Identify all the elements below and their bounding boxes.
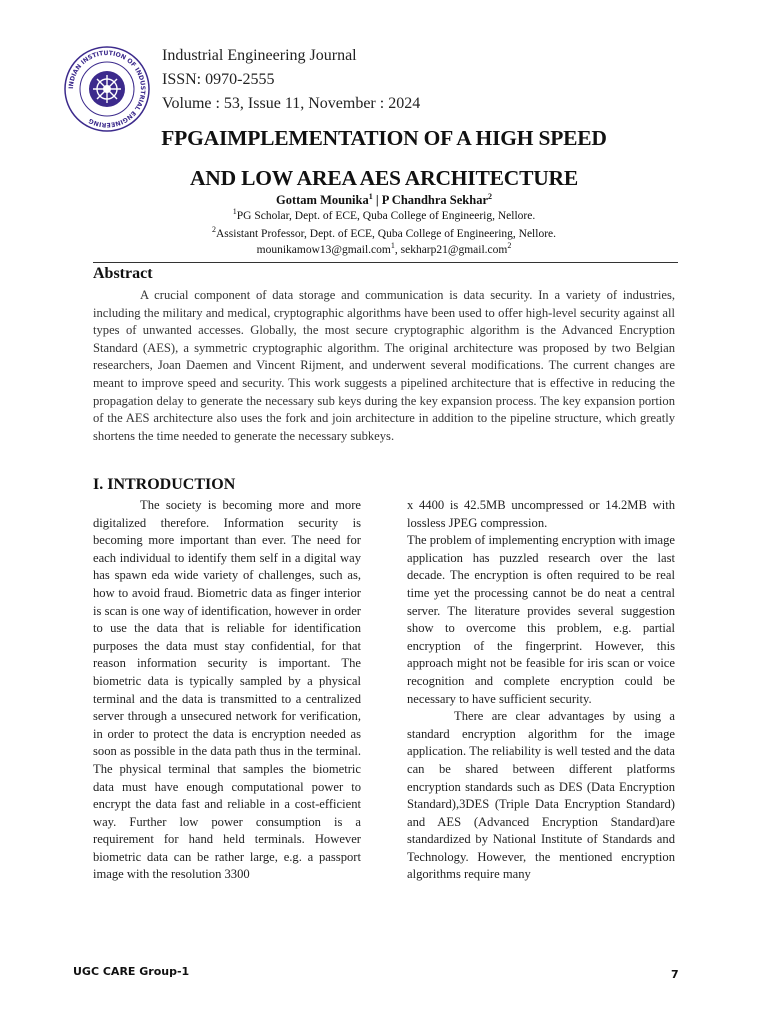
email-separator: , <box>394 244 401 256</box>
paper-title-line-1: FPGAIMPLEMENTATION OF A HIGH SPEED <box>161 126 607 150</box>
paragraph: The problem of implementing encryption with image application has puzzled research over the last decade. The encryption is often required to be real time yet the processing cannot be do neat a central server. The literature provides several suggestion show to overcome this problem, e.g. partial encryption of the fingerprint. However, this approach might not be feasible for iris scan or voice recognition and complete encryption could be necessary to have sufficient security. <box>407 533 675 706</box>
author-emails <box>0 241 768 256</box>
page-number: 7 <box>671 968 679 981</box>
affiliation-1 <box>0 207 768 222</box>
journal-issn: ISSN: 0970-2555 <box>162 71 275 88</box>
header-divider <box>93 262 678 263</box>
author-2: P Chandhra Sekhar <box>381 193 488 207</box>
email-2-sup: 2 <box>507 241 512 251</box>
author-separator: | <box>372 193 382 207</box>
affiliation-1-sup: 1 <box>232 207 237 217</box>
author-1: Gottam Mounika <box>275 193 369 207</box>
author-2-sup: 2 <box>488 191 492 201</box>
logo-text: INDIAN INSTITUTION OF INDUSTRIAL ENGINEERING <box>67 49 147 129</box>
affiliation-2-text: Assistant Professor, Dept. of ECE, Quba College of Engineering, Nellore. <box>216 228 556 240</box>
paragraph: There are clear advantages by using a standard encryption algorithm for the image application. The reliability is well tested and the data can be shared between different platforms encryption standards such as DES (Data Encryption Standard),3DES (Triple Data Encryption Standard) and AES (Advanced Encryption Standard)are standardized by National Institute of Standards and Technology. However, the mentioned encryption algorithms require many <box>407 709 675 882</box>
email-1: mounikamow13@gmail.com <box>256 244 391 256</box>
footer-ugc-label: UGC CARE Group-1 <box>73 965 190 978</box>
journal-name: Industrial Engineering Journal <box>162 47 357 64</box>
paragraph: x 4400 is 42.5MB uncompressed or 14.2MB with lossless JPEG compression. <box>407 498 675 530</box>
journal-logo <box>62 44 152 134</box>
email-2: sekharp21@gmail.com <box>400 244 508 256</box>
journal-volume: Volume : 53, Issue 11, November : 2024 <box>162 95 421 112</box>
affiliation-1-text: PG Scholar, Dept. of ECE, Quba College of Engineerig, Nellore. <box>236 210 536 222</box>
paragraph: The society is becoming more and more digitalized therefore. Information security is becoming more important than ever. The need for each individual to identify them self in a digital way has spawn eda wide variety of challenges, such as, how to avoid fraud. Biometric data as finger interior is scan is one way of identification, however in order to use the data that is reliable for identification purposes the data must stay confidential, for that reason information security is important. The biometric data is typically sampled by a physical terminal and the data is transmitted to a centralized server through a unsecured network for verification, in order to protect the data is encryption needed as soon as possible in the data path thus in the terminal. The physical terminal that samples the biometric data must have enough computational power to encrypt the data fast and reliable in a cost-efficient way. Further low power consumption is a requirement for hand held terminals. However biometric data can be rather large, e.g. a passport image with the resolution 3300 <box>93 498 361 882</box>
author-1-sup: 1 <box>368 191 373 201</box>
introduction-left-column <box>93 497 361 884</box>
introduction-heading: I. INTRODUCTION <box>93 476 236 493</box>
introduction-right-column <box>407 497 675 884</box>
abstract-heading: Abstract <box>93 265 153 282</box>
affiliation-2-sup: 2 <box>212 225 216 235</box>
journal-info <box>162 44 420 116</box>
affiliation-2 <box>0 225 768 240</box>
author-line <box>0 193 768 208</box>
paper-title-line-2: AND LOW AREA AES ARCHITECTURE <box>189 166 579 190</box>
abstract-text: A crucial component of data storage and communication is data security. In a variety of industries, including the military and medical, cryptographic algorithms have been used to offer high-level security against all types of unwanted accesses. Globally, the most secure cryptographic algorithm is the Advanced Encryption Standard (AES), a symmetric cryptographic algorithm. The original architecture was proposed by two Belgian researchers, Joan Daemen and Vincent Rijment, and underwent several modifications. The current changes are meant to improve speed and security. This work suggests a pipelined architecture that is effective in reducing the propagation delay to generate the necessary sub keys during the key expansion process. The key expansion portion of the AES architecture also uses the fork and join architecture in addition to the pipeline structure, which greatly shortens the time needed to generate the necessary subkeys. <box>93 288 675 443</box>
email-1-sup: 1 <box>390 241 395 251</box>
